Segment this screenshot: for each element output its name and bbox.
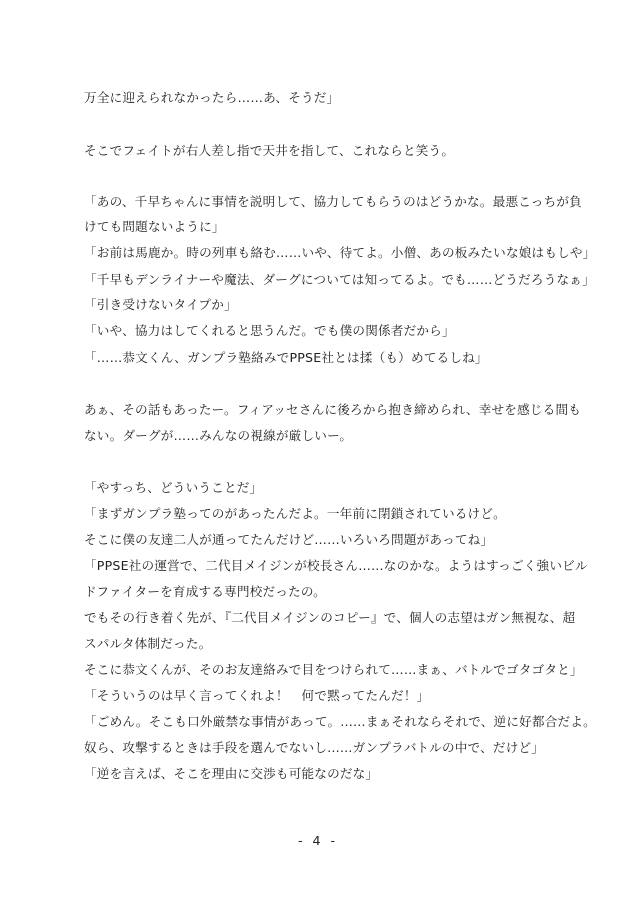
page-number: - 4 - [297, 833, 339, 848]
text-line: 「そういうのは早く言ってくれよ！ 何で黙ってたんだ！」 [84, 688, 430, 703]
text-line: あぁ、その話もあったー。フィアッセさんに後ろから抱き締められ、幸せを感じる間も [84, 402, 582, 417]
text-line: そこに恭文くんが、そのお友達絡みで目をつけられて……まぁ、バトルでゴタゴタと」 [84, 662, 583, 677]
text-line: 「PPSE社の運営で、二代目メイジンが校長さん……なのかな。ようはすっごく強いビル [84, 558, 588, 573]
text-line: 奴ら、攻撃するときは手段を選んでないし……ガンプラバトルの中で、だけど」 [84, 740, 545, 755]
text-line: スパルタ体制だった。 [84, 636, 212, 651]
text-line: でもその行き着く先が、『二代目メイジンのコピー』で、個人の志望はガン無視な、超 [84, 610, 576, 625]
text-line: 「あの、千早ちゃんに事情を説明して、協力してもらうのはどうかな。最悪こっちが負 [84, 194, 582, 209]
text-line: ドファイターを育成する専門校だったの。 [84, 584, 326, 599]
text-line: 「引き受けないタイプか」 [84, 297, 237, 312]
text-line: 「お前は馬鹿か。時の列車も絡む……いや、待てよ。小僧、あの板みたいな娘はもしや」 [84, 245, 596, 260]
text-line: 「やすっち、どういうことだ」 [84, 480, 263, 495]
text-line: 「逆を言えば、そこを理由に交渉も可能なのだな」 [84, 766, 379, 781]
text-line: ない。ダーグが……みんなの視線が厳しいー。 [84, 428, 353, 443]
text-line: 「まずガンプラ塾ってのがあったんだよ。一年前に閉鎖されているけど。 [84, 506, 506, 521]
text-line: 「いや、協力はしてくれると思うんだ。でも僕の関係者だから」 [84, 323, 455, 338]
text-line: そこでフェイトが右人差し指で天井を指して、これならと笑う。 [84, 143, 455, 158]
text-line: 「千早もデンライナーや魔法、ダーグについては知ってるよ。でも……どうだろうなぁ」 [84, 272, 595, 287]
text-line: けても問題ないように」 [84, 219, 225, 234]
text-line: 「ごめん。そこも口外厳禁な事情があって。……まぁそれならそれで、逆に好都合だよ。 [84, 714, 596, 729]
text-line: 万全に迎えられなかったら……あ、そうだ」 [84, 90, 340, 105]
text-line: 「……恭文くん、ガンプラ塾絡みでPPSE社とは揉（も）めてるしね」 [84, 350, 488, 365]
text-line: そこに僕の友達二人が通ってたんだけど……いろいろ問題があってね」 [84, 532, 494, 547]
